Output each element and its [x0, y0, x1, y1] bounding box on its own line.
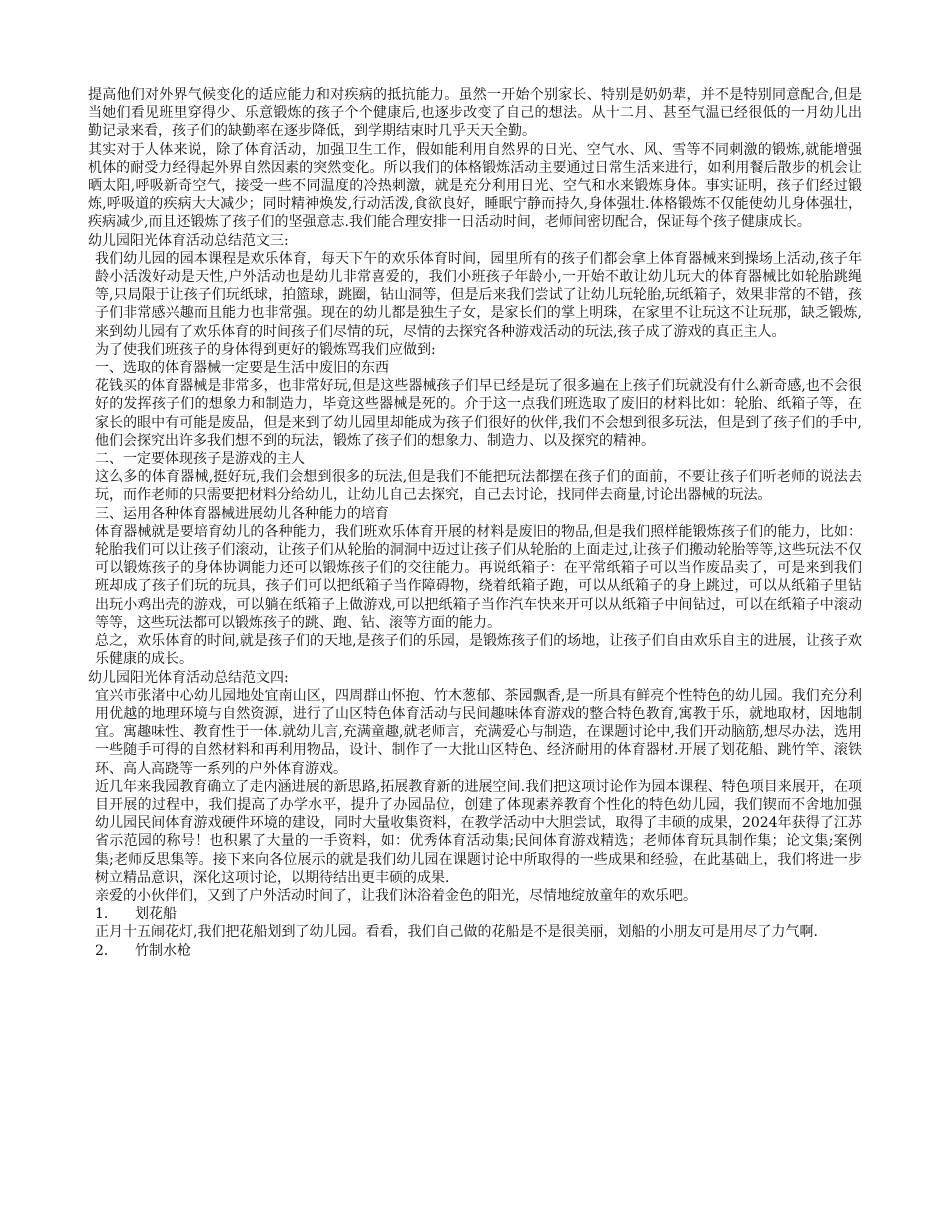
body-paragraph: 其实对于人体来说，除了体育活动，加强卫生工作，假如能利用自然界的日光、空气水、风、雪等不同刺激的锻炼,就能增强机体的耐受力经得起外界自然因素的突然变化。所以我们的体格锻炼活动主要通过日常生活来进行，如利用餐后散步的机会让晒太阳,呼吸新奇空气，接受一些不同温度的冷热刺激，就是充分利用日光、空气和水来锻炼身体。事实证明，孩子们经过锻炼,呼吸道的疾病大大减少；同时精神焕发,行动活泼,食欲良好，睡眠宁静而持久,身体强壮.体格锻炼不仅能使幼儿身体强壮，疾病减少,而且还锻炼了孩子们的坚强意志.我们能合理安排一日活动时间，老师间密切配合，保证每个孩子健康成长。 [88, 141, 862, 231]
item-title: 划花船 [135, 906, 177, 923]
subsection-heading: 三、运用各种体育器械进展幼儿各种能力的培育 [95, 505, 389, 522]
body-paragraph: 正月十五闹花灯,我们把花船划到了幼儿园。看看，我们自己做的花船是不是很美丽，划船的小朋友可是用尽了力气啊. [95, 924, 818, 941]
body-paragraph: 近几年来我园教育确立了走内涵进展的新思路,拓展教育新的进展空间.我们把这项讨论作为园本课程、特色项目来展开，在项目开展的过程中，我们提高了办学水平，提升了办园品位，创建了体现素养教育个性化的特色幼儿园，我们锲而不舍地加强幼儿园民间体育游戏硬件环境的建设，同时大量收集资料，在教学活动中大胆尝试，取得了丰硕的成果，2024年获得了江苏省示范园的称号！也积累了大量的一手资料，如：优秀体育活动集;民间体育游戏精选；老师体育玩具制作集；论文集;案例集;老师反思集等。接下来向各位展示的就是我们幼儿园在课题讨论中所取得的一些成果和经验，在此基础上，我们将进一步树立精品意识，深化这项讨论，以期待结出更丰硕的成果. [95, 778, 862, 886]
item-number: 2． [95, 942, 118, 959]
body-paragraph: 宜兴市张渚中心幼儿园地处宜南山区，四周群山怀抱、竹木葱郁、茶园飘香,是一所具有鲜亮个性特色的幼儿园。我们充分利用优越的地理环境与自然资源，进行了山区特色体育活动与民间趣味体育游戏的整合特色教育,寓教于乐，就地取材，因地制宜。寓趣味性、教育性于一体.就幼儿言,充满童趣,就老师言，充满爱心与制造，在课题讨论中,我们开动脑筋,想尽办法，选用一些随手可得的自然材料和再利用物品，设计、制作了一大批山区特色、经济耐用的体育器材.开展了划花船、跳竹竿、滚铁环、高人高跷等一系列的户外体育游戏。 [95, 687, 862, 777]
subsection-heading: 一、选取的体育器械一定要是生活中废旧的东西 [95, 360, 389, 377]
section-heading: 幼儿园阳光体育活动总结范文四: [88, 669, 289, 686]
item-title: 竹制水枪 [135, 942, 191, 959]
body-paragraph: 花钱买的体育器械是非常多，也非常好玩,但是这些器械孩子们早已经是玩了很多遍在上孩子们玩就没有什么新奇感,也不会很好的发挥孩子们的想象力和制造力，毕竟这些器械是死的。介于这一点我们班选取了废旧的材料比如：轮胎、纸箱子等，在家长的眼中有可能是废品，但是来到了幼儿园里却能成为孩子们很好的伙伴,我们不会想到很多玩法，但是到了孩子们的手中,他们会探究出许多我们想不到的玩法，锻炼了孩子们的想象力、制造力、以及探究的精神。 [95, 378, 862, 449]
body-paragraph: 体育器械就是要培育幼儿的各种能力，我们班欢乐体育开展的材料是废旧的物品,但是我们照样能锻炼孩子们的能力，比如：轮胎我们可以让孩子们滚动，让孩子们从轮胎的洞洞中迈过让孩子们从轮胎的上面走过,让孩子们搬动轮胎等等,这些玩法不仅可以锻炼孩子的身体协调能力还可以锻炼孩子们的交往能力。再说纸箱子：在平常纸箱子可以当作废品卖了，可是来到我们班却成了孩子们玩的玩具，孩子们可以把纸箱子当作障碍物，绕着纸箱子跑，可以从纸箱子的身上跳过，可以从纸箱子里钻出玩小鸡出壳的游戏，可以躺在纸箱子上做游戏,可以把纸箱子当作汽车快来开可以从纸箱子中间钻过，可以在纸箱子中滚动等等，这些玩法都可以锻炼孩子的跳、跑、钻、滚等方面的能力。 [95, 523, 862, 631]
numbered-item [88, 942, 862, 960]
numbered-item [88, 905, 862, 923]
body-paragraph: 亲爱的小伙伴们，又到了户外活动时间了，让我们沐浴着金色的阳光，尽情地绽放童年的欢乐吧。 [95, 887, 697, 904]
body-paragraph: 总之，欢乐体育的时间,就是孩子们的天地,是孩子们的乐园，是锻炼孩子们的场地，让孩子们自由欢乐自主的进展，让孩子欢乐健康的成长。 [95, 633, 862, 668]
body-paragraph: 为了使我们班孩子的身体得到更好的锻炼骂我们应做到: [95, 341, 436, 358]
item-number: 1． [95, 906, 118, 923]
section-heading: 幼儿园阳光体育活动总结范文三: [88, 232, 289, 249]
body-paragraph: 提高他们对外界气候变化的适应能力和对疾病的抵抗能力。虽然一开始个别家长、特别是奶奶辈，并不是特别同意配合,但是当她们看见班里穿得少、乐意锻炼的孩子个个健康后,也逐步改变了自己的想法。从十二月、甚至气温已经很低的一月幼儿出勤记录来看，孩子们的缺勤率在逐步降低，到学期结束时几乎天天全勤。 [88, 87, 862, 140]
body-paragraph: 这么多的体育器械,挺好玩,我们会想到很多的玩法,但是我们不能把玩法都摆在孩子们的面前，不要让孩子们听老师的说法去玩，而作老师的只需要把材料分给幼儿，让幼儿自己去探究，自己去讨论，找同伴去商量,讨论出器械的玩法。 [95, 469, 862, 504]
body-paragraph: 我们幼儿园的园本课程是欢乐体育，每天下午的欢乐体育时间，园里所有的孩子们都会拿上体育器械来到操场上活动,孩子年龄小活泼好动是天性,户外活动也是幼儿非常喜爱的，我们小班孩子年龄小,一开始不敢让幼儿玩大的体育器械比如轮胎跳绳等,只局限于让孩子们玩纸球，拍篮球，跳圈，钻山洞等，但是后来我们尝试了让幼儿玩轮胎,玩纸箱子，效果非常的不错，孩子们非常感兴趣而且能力也非常强。现在的幼儿都是独生子女，是家长们的掌上明珠，在家里不让玩这不让玩那，缺乏锻炼,来到幼儿园有了欢乐体育的时间孩子们尽情的玩，尽情的去探究各种游戏活动的玩法,孩子成了游戏的真正主人。 [95, 250, 862, 340]
subsection-heading: 二、一定要体现孩子是游戏的主人 [95, 451, 305, 468]
